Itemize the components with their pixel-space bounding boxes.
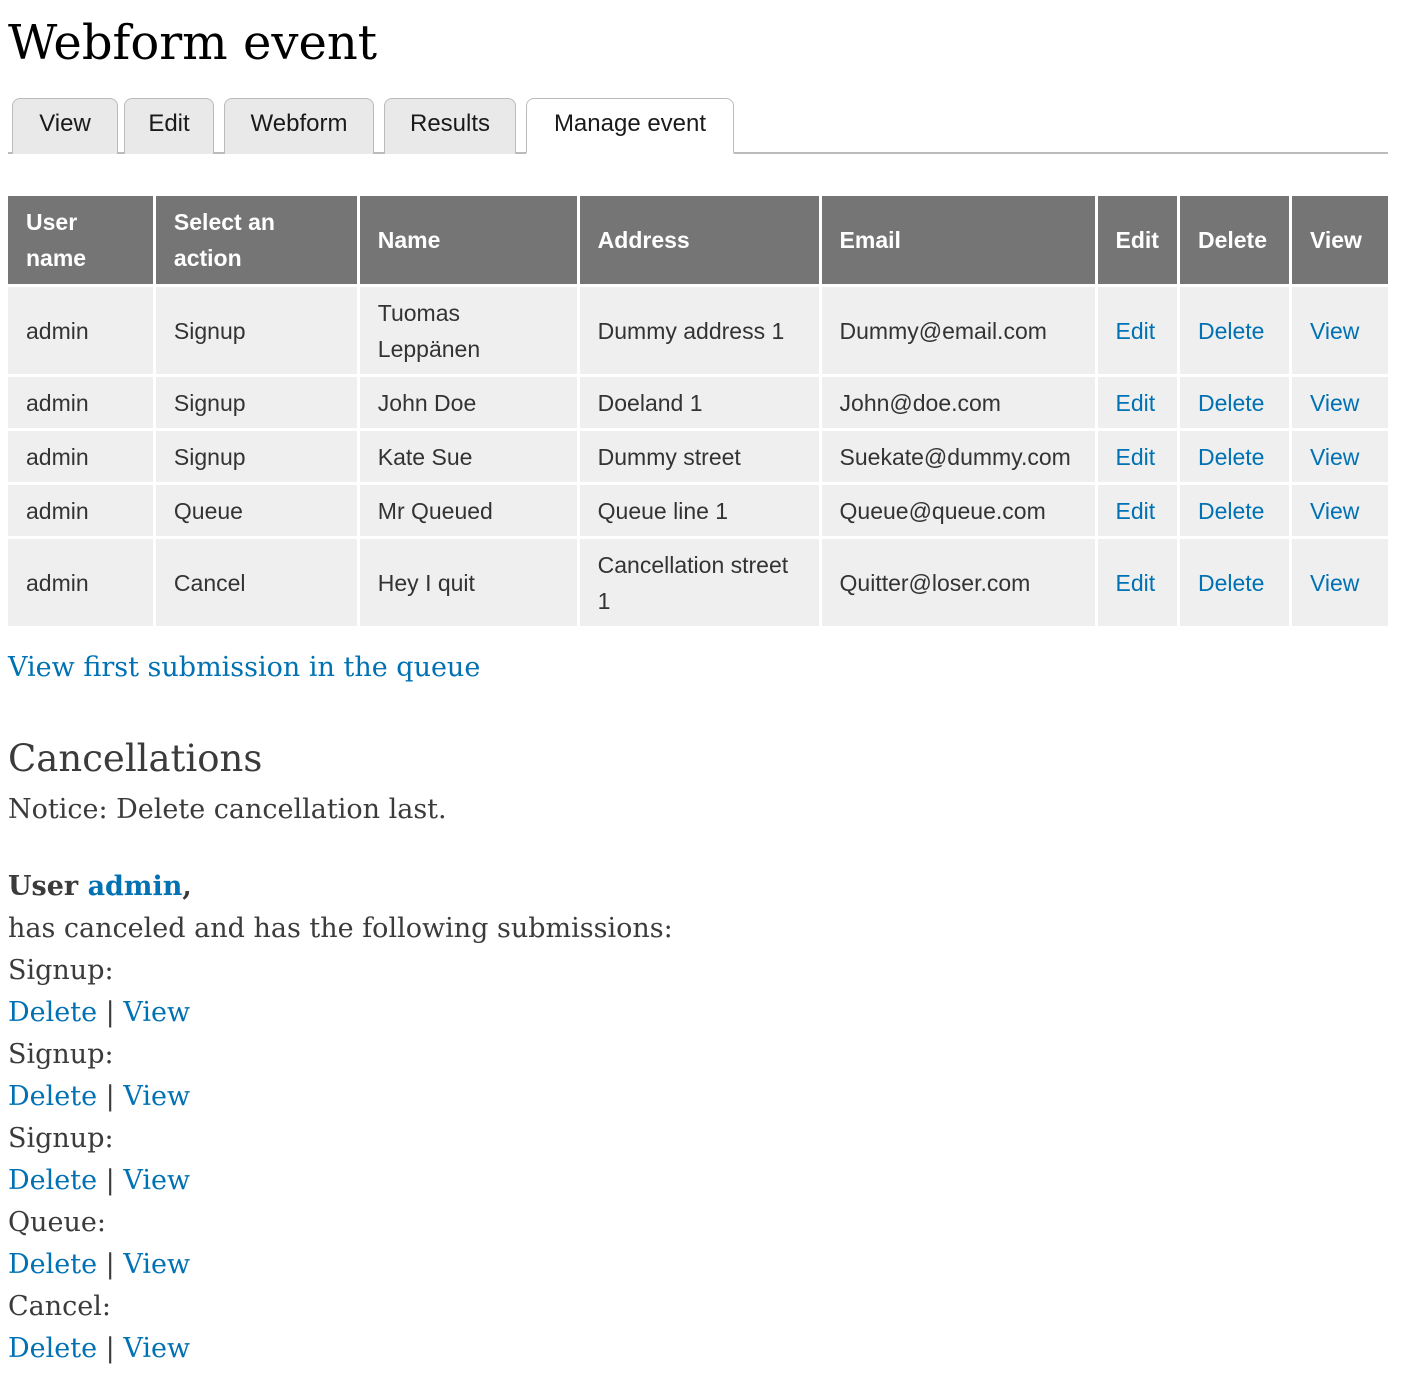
cell-user: admin [8,428,156,482]
cancellation-notice: Notice: Delete cancellation last. [8,794,447,825]
col-header-name: Name [360,196,580,284]
col-header-view: View [1292,196,1388,284]
cell-user: admin [8,374,156,428]
cancel-description: has canceled and has the following submissions: [8,913,673,944]
separator: | [105,1165,115,1196]
view-first-in-queue-link[interactable]: View first submission in the queue [8,652,481,683]
cell-name: Hey I quit [360,536,580,626]
row-delete-link[interactable]: Delete [1197,569,1265,596]
cell-action: Signup [156,284,360,374]
separator: | [105,1081,115,1112]
tab-webform[interactable]: Webform [224,98,374,154]
col-header-user-name: User name [8,196,156,284]
separator: | [105,1249,115,1280]
submission-actions [8,1076,673,1118]
cell-email: Dummy@email.com [822,284,1098,374]
row-delete-link[interactable]: Delete [1197,317,1265,344]
row-edit-link[interactable]: Edit [1115,443,1156,470]
table-row [8,482,1388,536]
submission-actions [8,992,673,1034]
col-header-delete: Delete [1180,196,1292,284]
submission-delete-link[interactable]: Delete [8,1249,98,1280]
row-delete-link[interactable]: Delete [1197,443,1265,470]
submission-delete-link[interactable]: Delete [8,1165,98,1196]
submission-view-link[interactable]: View [123,1081,191,1112]
cell-name: Tuomas Leppänen [360,284,580,374]
row-view-link[interactable]: View [1309,317,1360,344]
row-view-link[interactable]: View [1309,389,1360,416]
cell-name: Mr Queued [360,482,580,536]
submission-type: Cancel: [8,1291,111,1322]
cell-name: John Doe [360,374,580,428]
row-delete-link[interactable]: Delete [1197,497,1265,524]
col-header-email: Email [822,196,1098,284]
submission-type: Signup: [8,1123,114,1154]
table-row [8,428,1388,482]
submission-delete-link[interactable]: Delete [8,1081,98,1112]
row-edit-link[interactable]: Edit [1115,497,1156,524]
submission-type: Signup: [8,1039,114,1070]
cell-action: Signup [156,428,360,482]
cell-action: Cancel [156,536,360,626]
cancellations-heading: Cancellations [8,737,263,780]
col-header-edit: Edit [1098,196,1180,284]
separator: | [105,997,115,1028]
cell-user: admin [8,536,156,626]
row-delete-link[interactable]: Delete [1197,389,1265,416]
col-header-address: Address [580,196,822,284]
cell-email: Suekate@dummy.com [822,428,1098,482]
submission-view-link[interactable]: View [123,997,191,1028]
row-view-link[interactable]: View [1309,497,1360,524]
submission-view-link[interactable]: View [123,1165,191,1196]
cell-address: Dummy address 1 [580,284,822,374]
submission-view-link[interactable]: View [123,1249,191,1280]
cell-email: John@doe.com [822,374,1098,428]
page-title: Webform event [8,15,378,71]
tab-results[interactable]: Results [384,98,516,154]
table-header-row [8,196,1388,284]
cell-action: Signup [156,374,360,428]
cell-email: Queue@queue.com [822,482,1098,536]
cell-action: Queue [156,482,360,536]
cell-user: admin [8,482,156,536]
separator: | [105,1333,115,1364]
row-edit-link[interactable]: Edit [1115,569,1156,596]
submission-delete-link[interactable]: Delete [8,1333,98,1364]
submissions-table [8,196,1388,626]
table-row [8,374,1388,428]
table-row [8,284,1388,374]
tab-bar [8,98,1388,154]
col-header-action: Select an action [156,196,360,284]
row-view-link[interactable]: View [1309,569,1360,596]
submission-actions [8,1160,673,1202]
cell-name: Kate Sue [360,428,580,482]
cell-email: Quitter@loser.com [822,536,1098,626]
cell-address: Queue line 1 [580,482,822,536]
row-edit-link[interactable]: Edit [1115,317,1156,344]
cell-address: Dummy street [580,428,822,482]
tab-manage-event[interactable]: Manage event [526,98,734,154]
submission-actions [8,1244,673,1286]
cell-user: admin [8,284,156,374]
submission-delete-link[interactable]: Delete [8,997,98,1028]
submission-actions [8,1328,673,1370]
submission-view-link[interactable]: View [123,1333,191,1364]
cancel-user-link[interactable]: admin [87,871,183,902]
cancellation-details [8,866,673,1370]
table-row [8,536,1388,626]
tab-edit[interactable]: Edit [124,98,214,154]
tab-view[interactable]: View [12,98,118,154]
submission-type: Signup: [8,955,114,986]
row-view-link[interactable]: View [1309,443,1360,470]
cancel-user-line: User admin, [8,871,192,902]
cell-address: Cancellation street 1 [580,536,822,626]
row-edit-link[interactable]: Edit [1115,389,1156,416]
submission-type: Queue: [8,1207,106,1238]
cell-address: Doeland 1 [580,374,822,428]
